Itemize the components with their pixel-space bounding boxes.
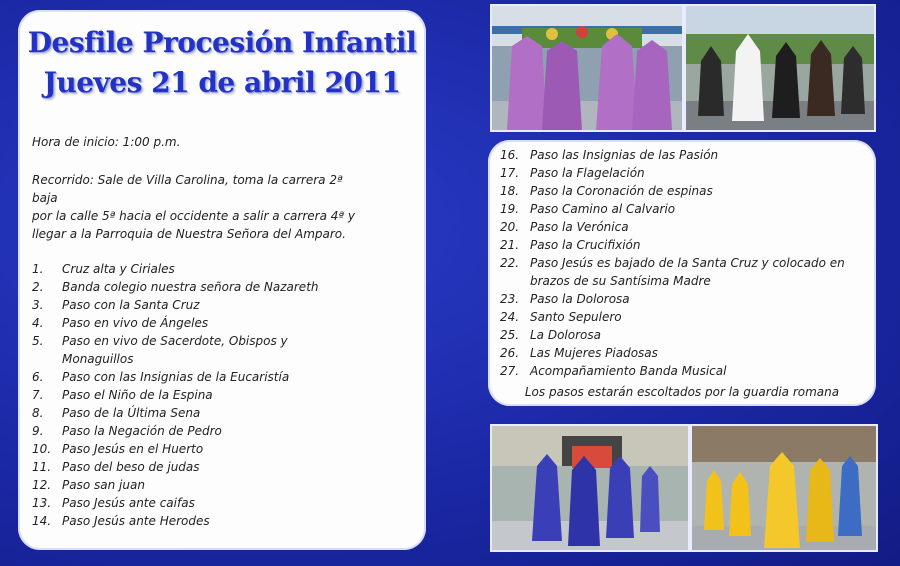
list-item-number: 21.	[500, 238, 520, 252]
list-item-number: 5.	[32, 334, 44, 348]
list-item-text: Paso Jesús es bajado de la Santa Cruz y colocado en	[530, 256, 845, 270]
list-item-text: Paso Camino al Calvario	[530, 202, 676, 216]
list-item-number: 16.	[500, 148, 520, 162]
list-item	[500, 254, 845, 272]
list-item	[32, 512, 319, 530]
list-item-text: Paso la Coronación de espinas	[530, 184, 713, 198]
list-item	[500, 200, 845, 218]
photo-blue-robes	[490, 424, 690, 552]
list-item	[32, 296, 319, 314]
list-item-text: Paso Jesús ante caifas	[62, 496, 195, 510]
list-item	[500, 308, 845, 326]
list-item	[500, 344, 845, 362]
procession-list-part-2	[500, 146, 845, 380]
escort-note: Los pasos estarán escoltados por la guardia romana	[524, 385, 840, 399]
list-item-number: 18.	[500, 184, 520, 198]
list-item	[32, 422, 319, 440]
list-item-text: Paso la Flagelación	[530, 166, 645, 180]
list-item-text: Cruz alta y Ciriales	[62, 262, 175, 276]
list-item-number: 9.	[32, 424, 44, 438]
list-item	[32, 350, 319, 368]
list-item	[500, 146, 845, 164]
list-item-text: Paso la Negación de Pedro	[62, 424, 222, 438]
list-item-text: Paso Jesús en el Huerto	[62, 442, 204, 456]
list-item	[32, 314, 319, 332]
list-item-text: Paso la Dolorosa	[530, 292, 630, 306]
list-item	[32, 404, 319, 422]
list-item-text: Paso con la Santa Cruz	[62, 298, 200, 312]
list-item-number: 20.	[500, 220, 520, 234]
list-item-number: 11.	[32, 460, 52, 474]
list-item	[32, 386, 319, 404]
program-panel-right	[488, 140, 876, 406]
list-item-number: 14.	[32, 514, 52, 528]
list-item	[500, 182, 845, 200]
route-line-2: baja	[32, 191, 58, 205]
list-item-text: Acompañamiento Banda Musical	[530, 364, 727, 378]
list-item	[32, 368, 319, 386]
list-item-number: 4.	[32, 316, 44, 330]
list-item	[500, 236, 845, 254]
list-item-number: 6.	[32, 370, 44, 384]
list-item-number: 8.	[32, 406, 44, 420]
list-item-text: brazos de su Santísima Madre	[530, 274, 711, 288]
list-item	[500, 164, 845, 182]
list-item-text: Las Mujeres Piadosas	[530, 346, 658, 360]
list-item-text: Paso del beso de judas	[62, 460, 200, 474]
list-item-text: Paso en vivo de Ángeles	[62, 316, 209, 330]
list-item-number: 3.	[32, 298, 44, 312]
program-panel-left	[18, 10, 426, 550]
list-item	[32, 440, 319, 458]
list-item	[32, 278, 319, 296]
list-item-number: 1.	[32, 262, 44, 276]
list-item	[500, 362, 845, 380]
photo-yellow-robes	[690, 424, 878, 552]
list-item-text: Paso las Insignias de las Pasión	[530, 148, 719, 162]
list-item-text: Monaguillos	[62, 352, 134, 366]
list-item-number: 13.	[32, 496, 52, 510]
list-item-text: Paso san juan	[62, 478, 145, 492]
route-line-4: llegar a la Parroquia de Nuestra Señora del Amparo.	[32, 227, 346, 241]
list-item	[32, 494, 319, 512]
list-item-text: Santo Sepulero	[530, 310, 622, 324]
list-item-number: 24.	[500, 310, 520, 324]
photo-purple-robes	[490, 4, 684, 132]
list-item-number: 7.	[32, 388, 44, 402]
list-item-number: 25.	[500, 328, 520, 342]
list-item	[32, 476, 319, 494]
list-item-text: Paso el Niño de la Espina	[62, 388, 213, 402]
list-item-number: 10.	[32, 442, 52, 456]
list-item-number: 22.	[500, 256, 520, 270]
list-item-text: Paso la Verónica	[530, 220, 629, 234]
list-item-text: Paso en vivo de Sacerdote, Obispos y	[62, 334, 288, 348]
title-line-2: Jueves 21 de abril 2011	[43, 66, 401, 99]
photo-black-robes	[684, 4, 876, 132]
list-item	[32, 458, 319, 476]
list-item-text: Paso la Crucifixión	[530, 238, 641, 252]
list-item-number: 19.	[500, 202, 520, 216]
list-item-text: Paso con las Insignias de la Eucaristía	[62, 370, 290, 384]
list-item	[32, 260, 319, 278]
route-line-3: por la calle 5ª hacia el occidente a salir a carrera 4ª y	[32, 209, 355, 223]
list-item	[500, 290, 845, 308]
list-item-text: La Dolorosa	[530, 328, 601, 342]
list-item	[32, 332, 319, 350]
list-item	[500, 218, 845, 236]
list-item-number: 26.	[500, 346, 520, 360]
list-item-number: 12.	[32, 478, 52, 492]
list-item	[500, 272, 845, 290]
list-item-number: 23.	[500, 292, 520, 306]
list-item-number: 17.	[500, 166, 520, 180]
title-line-1: Desfile Procesión Infantil	[27, 26, 417, 59]
list-item-number: 27.	[500, 364, 520, 378]
list-item-text: Paso Jesús ante Herodes	[62, 514, 210, 528]
list-item	[500, 326, 845, 344]
procession-list-part-1	[32, 260, 319, 530]
list-item-number: 2.	[32, 280, 44, 294]
list-item-text: Paso de la Última Sena	[62, 406, 201, 420]
list-item-text: Banda colegio nuestra señora de Nazareth	[62, 280, 319, 294]
route-line-1: Recorrido: Sale de Villa Carolina, toma la carrera 2ª	[32, 173, 343, 187]
start-time: Hora de inicio: 1:00 p.m.	[32, 135, 181, 149]
